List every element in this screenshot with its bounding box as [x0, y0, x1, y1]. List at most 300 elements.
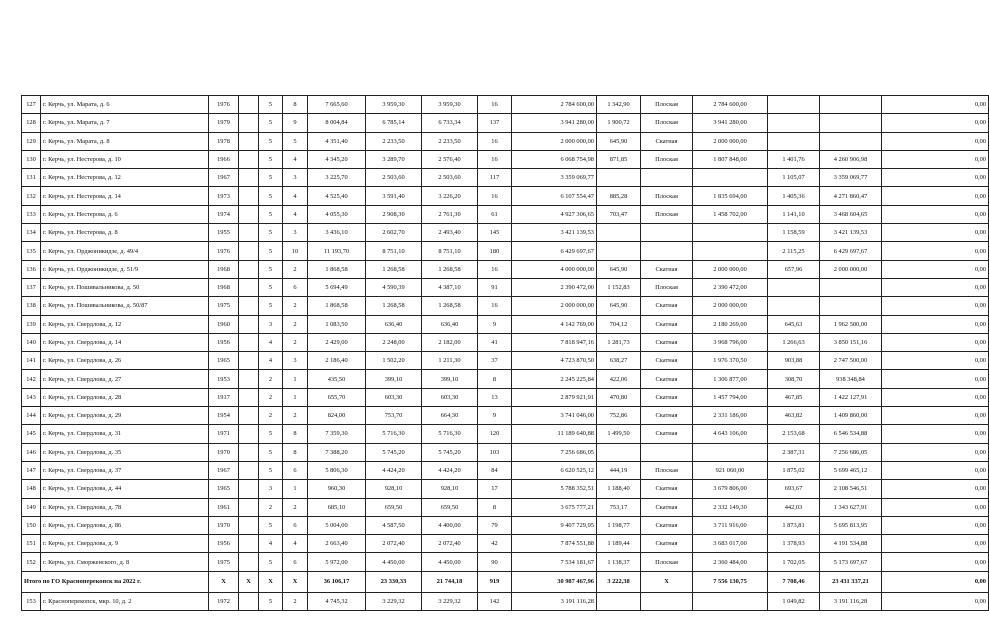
- cell-residential-area: 6 733,34: [422, 114, 478, 132]
- cell-facade-cost: 938 348,84: [820, 370, 882, 388]
- cell-col-4: [239, 443, 259, 461]
- cell-address: г. Керчь, ул. Свердлова, д. 78: [41, 498, 209, 516]
- total-row: [22, 571, 989, 592]
- cell-total-area: 2 429,00: [308, 333, 366, 351]
- cell-roof-type: [641, 242, 693, 260]
- cell-unit-cost: 753,17: [597, 498, 641, 516]
- cell-unit-cost-2: 693,67: [768, 480, 820, 498]
- cell-facade-cost: [820, 132, 882, 150]
- cell-address: г. Керчь, ул. Свердлова, д. 9: [41, 535, 209, 553]
- cell-entrances: 8: [283, 425, 308, 443]
- cell-roof-cost: 2 360 484,00: [693, 553, 768, 571]
- cell-total-cost: 30 987 467,96: [512, 571, 597, 592]
- table-row: [22, 278, 989, 296]
- cell-roof-type: [641, 224, 693, 242]
- cell-col-4: [239, 114, 259, 132]
- cell-residents-count: 8: [478, 498, 512, 516]
- cell-roof-cost: 1 457 794,00: [693, 388, 768, 406]
- cell-entrances: 2: [283, 260, 308, 278]
- cell-residential-area: 1 211,30: [422, 352, 478, 370]
- cell-total-area: 4 345,20: [308, 150, 366, 168]
- cell-row-number: 142: [22, 370, 41, 388]
- cell-floors: 5: [259, 260, 283, 278]
- cell-residential-area: 664,30: [422, 407, 478, 425]
- cell-address: г. Керчь, ул. Пошивальникова, д. 50/87: [41, 297, 209, 315]
- cell-roof-type: [641, 443, 693, 461]
- cell-roof-type: Скатная: [641, 535, 693, 553]
- cell-floors: 5: [259, 132, 283, 150]
- cell-build-year: 1965: [209, 480, 239, 498]
- cell-total-area: 5 972,00: [308, 553, 366, 571]
- cell-residential-area: 636,40: [422, 315, 478, 333]
- cell-residential-area: 928,10: [422, 480, 478, 498]
- cell-entrances: 6: [283, 553, 308, 571]
- cell-remainder: 0,00: [882, 333, 989, 351]
- cell-residents-count: 103: [478, 443, 512, 461]
- cell-unit-cost: [597, 443, 641, 461]
- cell-roof-type: Скатная: [641, 516, 693, 534]
- cell-roof-cost: [693, 224, 768, 242]
- cell-address: г. Керчь, ул. Свердлова, д. 29: [41, 407, 209, 425]
- cell-unit-cost: 871,85: [597, 150, 641, 168]
- cell-roof-type: Скатная: [641, 333, 693, 351]
- cell-living-area: 5 745,20: [366, 443, 422, 461]
- cell-build-year: 1970: [209, 443, 239, 461]
- cell-living-area: 1 268,58: [366, 297, 422, 315]
- cell-floors: 5: [259, 443, 283, 461]
- cell-unit-cost-2: 1 141,10: [768, 205, 820, 223]
- cell-roof-type: Плоская: [641, 553, 693, 571]
- cell-col-4: [239, 425, 259, 443]
- table-row: [22, 461, 989, 479]
- cell-unit-cost-2: 1 405,36: [768, 187, 820, 205]
- register-grid: [21, 95, 989, 611]
- cell-floors: 5: [259, 461, 283, 479]
- cell-living-area: 6 785,14: [366, 114, 422, 132]
- cell-row-number: 136: [22, 260, 41, 278]
- table-row: [22, 224, 989, 242]
- cell-living-area: 659,50: [366, 498, 422, 516]
- cell-unit-cost: 638,27: [597, 352, 641, 370]
- cell-roof-type: Плоская: [641, 187, 693, 205]
- cell-roof-type: Плоская: [641, 114, 693, 132]
- cell-remainder: 0,00: [882, 132, 989, 150]
- cell-build-year: 1960: [209, 315, 239, 333]
- cell-unit-cost: 1 342,90: [597, 96, 641, 114]
- cell-floors: 5: [259, 169, 283, 187]
- cell-floors: 4: [259, 352, 283, 370]
- cell-roof-cost: 1 306 877,00: [693, 370, 768, 388]
- cell-remainder: 0,00: [882, 407, 989, 425]
- cell-living-area: 4 424,20: [366, 461, 422, 479]
- cell-col-4: [239, 297, 259, 315]
- cell-col-4: [239, 333, 259, 351]
- cell-total-area: 11 193,70: [308, 242, 366, 260]
- cell-build-year: 1974: [209, 205, 239, 223]
- cell-living-area: 1 502,20: [366, 352, 422, 370]
- cell-entrances: X: [283, 571, 308, 592]
- cell-unit-cost-2: 645,63: [768, 315, 820, 333]
- cell-address: г. Керчь, ул. Марата, д. 8: [41, 132, 209, 150]
- table-row: [22, 242, 989, 260]
- cell-remainder: 0,00: [882, 571, 989, 592]
- cell-residential-area: 399,10: [422, 370, 478, 388]
- cell-col-4: [239, 224, 259, 242]
- cell-facade-cost: 6 429 697,67: [820, 242, 882, 260]
- cell-roof-cost: [693, 443, 768, 461]
- cell-roof-type: Скатная: [641, 425, 693, 443]
- cell-floors: 5: [259, 114, 283, 132]
- cell-entrances: 9: [283, 114, 308, 132]
- cell-unit-cost: 1 188,40: [597, 480, 641, 498]
- cell-residents-count: 42: [478, 535, 512, 553]
- cell-roof-cost: [693, 169, 768, 187]
- cell-residents-count: 37: [478, 352, 512, 370]
- cell-col-4: [239, 407, 259, 425]
- cell-residents-count: 180: [478, 242, 512, 260]
- cell-build-year: 1956: [209, 535, 239, 553]
- cell-facade-cost: 4 260 906,98: [820, 150, 882, 168]
- cell-col-4: [239, 553, 259, 571]
- cell-remainder: 0,00: [882, 260, 989, 278]
- cell-unit-cost: 3 222,38: [597, 571, 641, 592]
- cell-total-cost: 7 818 947,16: [512, 333, 597, 351]
- cell-address: г. Керчь, ул. Нестерова, д. 6: [41, 205, 209, 223]
- cell-total-area: 5 806,30: [308, 461, 366, 479]
- cell-total-cost: 7 874 551,88: [512, 535, 597, 553]
- cell-floors: 2: [259, 370, 283, 388]
- cell-total-area: 7 388,20: [308, 443, 366, 461]
- cell-facade-cost: 3 191 116,28: [820, 592, 882, 610]
- cell-remainder: 0,00: [882, 187, 989, 205]
- cell-remainder: 0,00: [882, 150, 989, 168]
- cell-roof-type: Скатная: [641, 132, 693, 150]
- cell-roof-cost: 4 643 106,00: [693, 425, 768, 443]
- cell-floors: 5: [259, 187, 283, 205]
- cell-living-area: 4 587,50: [366, 516, 422, 534]
- cell-residents-count: 9: [478, 407, 512, 425]
- cell-build-year: X: [209, 571, 239, 592]
- cell-unit-cost-2: 467,85: [768, 388, 820, 406]
- cell-total-cost: 3 941 280,00: [512, 114, 597, 132]
- cell-roof-cost: 3 679 806,00: [693, 480, 768, 498]
- cell-unit-cost-2: 1 266,63: [768, 333, 820, 351]
- table-row: [22, 205, 989, 223]
- cell-roof-type: [641, 592, 693, 610]
- cell-facade-cost: 4 271 860,47: [820, 187, 882, 205]
- cell-unit-cost: 1 152,83: [597, 278, 641, 296]
- cell-remainder: 0,00: [882, 370, 989, 388]
- cell-col-4: [239, 278, 259, 296]
- cell-unit-cost-2: 308,70: [768, 370, 820, 388]
- cell-address: г. Керчь, ул. Орджоникидзе, д. 51/9: [41, 260, 209, 278]
- cell-living-area: 8 751,10: [366, 242, 422, 260]
- cell-address: г. Керчь, ул. Нестерова, д. 8: [41, 224, 209, 242]
- cell-total-cost: 3 421 139,53: [512, 224, 597, 242]
- cell-facade-cost: [820, 278, 882, 296]
- cell-address: г. Керчь, ул. Нестерова, д. 12: [41, 169, 209, 187]
- cell-roof-type: Плоская: [641, 278, 693, 296]
- cell-entrances: 4: [283, 205, 308, 223]
- cell-living-area: 5 716,30: [366, 425, 422, 443]
- cell-entrances: 2: [283, 333, 308, 351]
- cell-floors: 5: [259, 553, 283, 571]
- cell-unit-cost-2: 1 049,82: [768, 592, 820, 610]
- cell-unit-cost: [597, 169, 641, 187]
- table-row: [22, 96, 989, 114]
- cell-roof-cost: [693, 592, 768, 610]
- cell-unit-cost: [597, 592, 641, 610]
- cell-floors: 4: [259, 535, 283, 553]
- cell-total-cost: 3 359 069,77: [512, 169, 597, 187]
- cell-residents-count: 16: [478, 150, 512, 168]
- cell-residential-area: 21 744,18: [422, 571, 478, 592]
- cell-unit-cost: [597, 224, 641, 242]
- table-row: [22, 333, 989, 351]
- cell-unit-cost: 1 138,37: [597, 553, 641, 571]
- cell-total-cost: 6 620 525,12: [512, 461, 597, 479]
- cell-entrances: 6: [283, 516, 308, 534]
- cell-total-cost: 7 256 686,05: [512, 443, 597, 461]
- table-row: [22, 407, 989, 425]
- cell-total-area: 36 106,17: [308, 571, 366, 592]
- cell-residential-area: 3 229,32: [422, 592, 478, 610]
- cell-unit-cost: 1 499,50: [597, 425, 641, 443]
- cell-build-year: 1961: [209, 498, 239, 516]
- cell-living-area: 3 289,70: [366, 150, 422, 168]
- cell-row-number: 149: [22, 498, 41, 516]
- cell-entrances: 3: [283, 224, 308, 242]
- cell-total-area: 824,00: [308, 407, 366, 425]
- cell-total-area: 1 083,50: [308, 315, 366, 333]
- cell-address: г. Керчь, ул. Нестерова, д. 10: [41, 150, 209, 168]
- cell-facade-cost: 6 546 534,88: [820, 425, 882, 443]
- cell-col-4: [239, 242, 259, 260]
- cell-row-number: 153: [22, 592, 41, 610]
- cell-roof-cost: 1 835 694,00: [693, 187, 768, 205]
- cell-total-area: 4 351,40: [308, 132, 366, 150]
- cell-total-cost: 4 142 769,00: [512, 315, 597, 333]
- cell-unit-cost-2: 1 875,02: [768, 461, 820, 479]
- cell-total-cost: 3 675 777,21: [512, 498, 597, 516]
- cell-row-number: 148: [22, 480, 41, 498]
- cell-residents-count: 41: [478, 333, 512, 351]
- cell-facade-cost: 3 421 139,53: [820, 224, 882, 242]
- cell-floors: 5: [259, 224, 283, 242]
- cell-facade-cost: [820, 96, 882, 114]
- cell-residents-count: 91: [478, 278, 512, 296]
- cell-living-area: 3 959,30: [366, 96, 422, 114]
- cell-residential-area: 3 959,30: [422, 96, 478, 114]
- cell-residential-area: 4 424,20: [422, 461, 478, 479]
- cell-facade-cost: 1 962 500,00: [820, 315, 882, 333]
- cell-residents-count: 16: [478, 260, 512, 278]
- cell-living-area: 2 233,50: [366, 132, 422, 150]
- cell-residential-area: 5 745,20: [422, 443, 478, 461]
- cell-entrances: 1: [283, 480, 308, 498]
- cell-unit-cost-2: 463,82: [768, 407, 820, 425]
- cell-entrances: 1: [283, 370, 308, 388]
- cell-residents-count: 16: [478, 297, 512, 315]
- cell-row-number: 131: [22, 169, 41, 187]
- table-row: [22, 260, 989, 278]
- cell-unit-cost-2: 2 115,25: [768, 242, 820, 260]
- cell-total-area: 655,70: [308, 388, 366, 406]
- cell-remainder: 0,00: [882, 498, 989, 516]
- cell-row-number: 133: [22, 205, 41, 223]
- cell-total-cost: 9 407 729,95: [512, 516, 597, 534]
- cell-living-area: 3 591,40: [366, 187, 422, 205]
- cell-remainder: 0,00: [882, 352, 989, 370]
- cell-residential-area: 2 576,40: [422, 150, 478, 168]
- cell-residential-area: 659,50: [422, 498, 478, 516]
- cell-total-cost: 2 000 000,00: [512, 132, 597, 150]
- table-row: [22, 535, 989, 553]
- table-row: [22, 480, 989, 498]
- cell-living-area: 4 590,39: [366, 278, 422, 296]
- cell-facade-cost: 2 000 000,00: [820, 260, 882, 278]
- cell-unit-cost: 645,90: [597, 132, 641, 150]
- cell-facade-cost: 2 747 500,00: [820, 352, 882, 370]
- cell-total-area: 7 665,60: [308, 96, 366, 114]
- cell-address: г. Керчь, ул. Свердлова, д. 14: [41, 333, 209, 351]
- cell-floors: 5: [259, 150, 283, 168]
- cell-residential-area: 1 268,58: [422, 260, 478, 278]
- cell-row-number: 137: [22, 278, 41, 296]
- cell-roof-type: Скатная: [641, 315, 693, 333]
- cell-facade-cost: 1 409 860,00: [820, 407, 882, 425]
- cell-total-area: 435,50: [308, 370, 366, 388]
- cell-unit-cost: 885,28: [597, 187, 641, 205]
- cell-residential-area: 5 716,30: [422, 425, 478, 443]
- cell-build-year: 1955: [209, 224, 239, 242]
- cell-residential-area: 8 751,10: [422, 242, 478, 260]
- cell-living-area: 23 330,33: [366, 571, 422, 592]
- cell-address: г. Керчь, ул. Свердлова, д. 31: [41, 425, 209, 443]
- cell-floors: 5: [259, 96, 283, 114]
- cell-roof-cost: 1 807 848,00: [693, 150, 768, 168]
- cell-row-number: 130: [22, 150, 41, 168]
- cell-facade-cost: 3 850 151,16: [820, 333, 882, 351]
- cell-residential-area: 1 268,58: [422, 297, 478, 315]
- table-row: [22, 132, 989, 150]
- cell-unit-cost-2: [768, 132, 820, 150]
- cell-total-area: 685,10: [308, 498, 366, 516]
- cell-total-area: 8 004,84: [308, 114, 366, 132]
- cell-facade-cost: 5 699 465,12: [820, 461, 882, 479]
- cell-total-cost: 2 879 921,91: [512, 388, 597, 406]
- cell-unit-cost-2: 1 702,05: [768, 553, 820, 571]
- cell-total-cost: 6 107 554,47: [512, 187, 597, 205]
- cell-roof-cost: 2 331 186,00: [693, 407, 768, 425]
- cell-living-area: 2 908,30: [366, 205, 422, 223]
- cell-build-year: 1967: [209, 461, 239, 479]
- cell-row-number: 143: [22, 388, 41, 406]
- cell-remainder: 0,00: [882, 425, 989, 443]
- cell-address: г. Керчь, ул. Нестерова, д. 14: [41, 187, 209, 205]
- cell-total-cost: 3 191 116,28: [512, 592, 597, 610]
- cell-remainder: 0,00: [882, 461, 989, 479]
- cell-living-area: 2 072,40: [366, 535, 422, 553]
- table-row: [22, 150, 989, 168]
- cell-col-4: [239, 169, 259, 187]
- cell-build-year: 1975: [209, 297, 239, 315]
- table-row: [22, 352, 989, 370]
- cell-row-number: 141: [22, 352, 41, 370]
- cell-row-number: 139: [22, 315, 41, 333]
- cell-build-year: 1975: [209, 553, 239, 571]
- cell-col-4: [239, 132, 259, 150]
- table-row: [22, 114, 989, 132]
- cell-build-year: 1973: [209, 187, 239, 205]
- cell-unit-cost: 645,90: [597, 297, 641, 315]
- cell-facade-cost: 1 422 127,91: [820, 388, 882, 406]
- cell-row-number: 150: [22, 516, 41, 534]
- cell-build-year: 1978: [209, 132, 239, 150]
- cell-col-4: [239, 96, 259, 114]
- cell-total-area: 3 436,10: [308, 224, 366, 242]
- cell-remainder: 0,00: [882, 553, 989, 571]
- cell-build-year: 1979: [209, 114, 239, 132]
- cell-address: г. Керчь, ул. Свердлова, д. 44: [41, 480, 209, 498]
- cell-residential-area: 4 387,10: [422, 278, 478, 296]
- cell-entrances: 4: [283, 150, 308, 168]
- cell-roof-cost: 1 976 370,50: [693, 352, 768, 370]
- cell-remainder: 0,00: [882, 388, 989, 406]
- cell-address: г. Керчь, ул. Марата, д. 7: [41, 114, 209, 132]
- cell-total-cost: 2 000 000,00: [512, 297, 597, 315]
- cell-col-4: [239, 352, 259, 370]
- cell-remainder: 0,00: [882, 297, 989, 315]
- cell-remainder: 0,00: [882, 242, 989, 260]
- cell-col-4: [239, 205, 259, 223]
- cell-unit-cost: 704,12: [597, 315, 641, 333]
- cell-floors: 5: [259, 425, 283, 443]
- cell-col-4: [239, 498, 259, 516]
- cell-facade-cost: [820, 114, 882, 132]
- cell-roof-type: Скатная: [641, 480, 693, 498]
- cell-residents-count: 145: [478, 224, 512, 242]
- cell-residential-area: 2 182,00: [422, 333, 478, 351]
- cell-remainder: 0,00: [882, 443, 989, 461]
- cell-total-area: 5 004,00: [308, 516, 366, 534]
- cell-remainder: 0,00: [882, 315, 989, 333]
- cell-entrances: 4: [283, 535, 308, 553]
- cell-remainder: 0,00: [882, 96, 989, 114]
- cell-residential-area: 603,30: [422, 388, 478, 406]
- cell-living-area: 3 229,32: [366, 592, 422, 610]
- table-row: [22, 443, 989, 461]
- cell-build-year: 1953: [209, 370, 239, 388]
- cell-living-area: 2 503,60: [366, 169, 422, 187]
- cell-unit-cost-2: 657,96: [768, 260, 820, 278]
- housing-register-table: [21, 95, 986, 611]
- cell-build-year: 1954: [209, 407, 239, 425]
- cell-remainder: 0,00: [882, 516, 989, 534]
- cell-facade-cost: 3 468 604,65: [820, 205, 882, 223]
- cell-living-area: 4 450,00: [366, 553, 422, 571]
- table-row: [22, 315, 989, 333]
- cell-facade-cost: 4 191 534,88: [820, 535, 882, 553]
- cell-remainder: 0,00: [882, 224, 989, 242]
- cell-total-area: 5 694,49: [308, 278, 366, 296]
- cell-unit-cost: 1 900,72: [597, 114, 641, 132]
- cell-unit-cost: 1 281,73: [597, 333, 641, 351]
- cell-facade-cost: 7 256 686,05: [820, 443, 882, 461]
- cell-address: г. Керчь, ул. Свердлова, д. 35: [41, 443, 209, 461]
- cell-living-area: 603,30: [366, 388, 422, 406]
- cell-total-cost: 3 741 046,00: [512, 407, 597, 425]
